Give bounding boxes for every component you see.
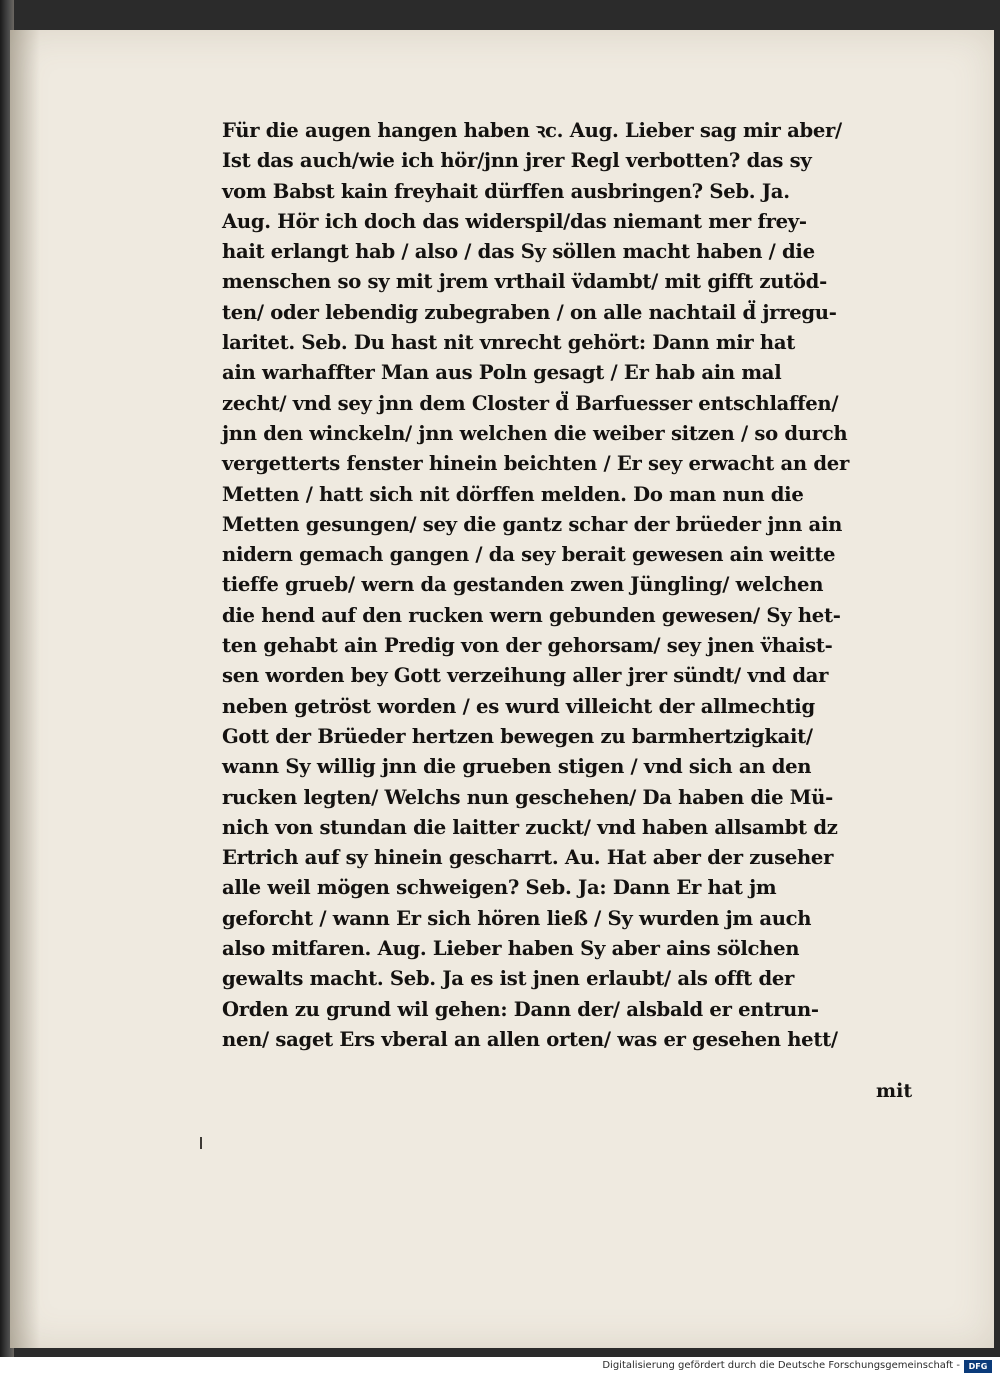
text-line: ten/ oder lebendig zubegraben / on alle nachtail d̈ jrregu- [222,300,837,324]
dfg-logo: DFG [964,1360,992,1373]
text-line: zecht/ vnd sey jnn dem Closter d̈ Barfuesser entschlaffen/ [222,391,839,415]
text-line: wann Sy willig jnn die grueben stigen / vnd sich an den [222,755,812,779]
text-line: laritet. Seb. Du hast nit vnrecht gehört: Dann mir hat [222,331,796,355]
text-line: Ist das auch/wie ich hör/jnn jrer Regl verbotten? das sy [222,149,812,173]
text-line: jnn den winckeln/ jnn welchen die weiber sitzen / so durch [222,421,848,445]
ink-mark [200,1137,202,1149]
text-line: tieffe grueb/ wern da gestanden zwen Jüngling/ welchen [222,573,824,597]
text-line: also mitfaren. Aug. Lieber haben Sy aber ains sölchen [222,937,800,961]
catchword: mit [876,1080,913,1102]
text-line: sen worden bey Gott verzeihung aller jrer sündt/ vnd dar [222,664,829,688]
text-line: geforcht / wann Er sich hören ließ / Sy wurden jm auch [222,906,812,930]
text-line: ain warhaffter Man aus Poln gesagt / Er hab ain mal [222,361,782,385]
text-line: die hend auf den rucken wern gebunden gewesen/ Sy het- [222,603,841,627]
text-line: rucken legten/ Welchs nun geschehen/ Da haben die Mü- [222,785,833,809]
text-line: Aug. Hör ich doch das widerspil/das niemant mer frey- [222,209,807,233]
text-line: Ertrich auf sy hinein gescharrt. Au. Hat aber der zuseher [222,846,834,870]
text-line: menschen so sy mit jrem vrthail v̈dambt/ mit gifft zutöd- [222,270,827,294]
text-line: alle weil mögen schweigen? Seb. Ja: Dann Er hat jm [222,876,777,900]
text-line: Orden zu grund wil gehen: Dann der/ alsbald er entrun- [222,997,819,1021]
text-line: hait erlangt hab / also / das Sy söllen macht haben / die [222,240,815,264]
text-line: Metten / hatt sich nit dörffen melden. Do man nun die [222,482,804,506]
text-line: vom Babst kain freyhait dürffen ausbringen? Seb. Ja. [222,179,790,203]
text-line: nen/ saget Ers vberal an allen orten/ was er gesehen hett/ [222,1027,838,1051]
text-line: nich von stundan die laitter zuckt/ vnd haben allsambt dz [222,815,838,839]
text-line: neben getröst worden / es wurd villeicht der allmechtig [222,694,815,718]
digitization-credit: Digitalisierung gefördert durch die Deutsche Forschungsgemeinschaft - [602,1360,960,1371]
page-text [222,116,922,1055]
text-line: nidern gemach gangen / da sey berait gewesen ain weitte [222,543,836,567]
text-line: vergetterts fenster hinein beichten / Er sey erwacht an der [222,452,849,476]
text-line: Gott der Brüeder hertzen bewegen zu barmhertzigkait/ [222,724,813,748]
text-line: Für die augen hangen haben ꝛc. Aug. Lieber sag mir aber/ [222,119,842,142]
text-line: ten gehabt ain Predig von der gehorsam/ sey jnen v̈haist- [222,634,833,658]
text-line: gewalts macht. Seb. Ja es ist jnen erlaubt/ als offt der [222,967,795,991]
text-line: Metten gesungen/ sey die gantz schar der brüeder jnn ain [222,512,843,536]
